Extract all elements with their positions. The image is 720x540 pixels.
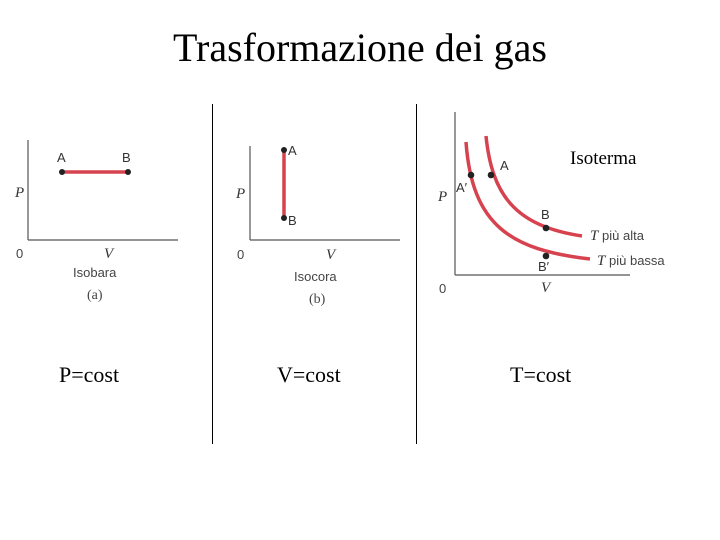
isothermal-point-b xyxy=(543,225,550,232)
isothermal-y-label: P xyxy=(438,189,448,205)
isothermal-label-a-prime: A′ xyxy=(456,180,468,195)
isochoric-sub: (b) xyxy=(309,292,326,307)
isochoric-x-label: V xyxy=(326,247,336,263)
caption-isothermal: T=cost xyxy=(510,362,572,387)
isothermal-curve-low-label: più bassa xyxy=(609,253,665,268)
isobaric-label-a: A xyxy=(57,150,66,165)
isochoric-diagram xyxy=(235,143,400,307)
isothermal-origin: 0 xyxy=(439,281,447,296)
isothermal-diagram xyxy=(437,112,665,296)
caption-isobaric: P=cost xyxy=(59,362,120,387)
isobaric-label-b: B xyxy=(122,150,131,165)
isobaric-x-label: V xyxy=(104,246,114,262)
isobaric-diagram xyxy=(14,140,178,303)
isothermal-x-label: V xyxy=(541,280,551,296)
isothermal-heading: Isoterma xyxy=(570,148,637,169)
isobaric-y-label: P xyxy=(15,185,25,201)
isothermal-point-a-prime xyxy=(468,172,475,179)
isochoric-origin: 0 xyxy=(237,247,245,262)
isothermal-label-a: A xyxy=(500,158,509,173)
isothermal-t-symbol-low: T xyxy=(597,253,606,269)
isothermal-label-b-prime: B′ xyxy=(538,259,550,274)
isothermal-point-a xyxy=(488,172,495,179)
isobaric-point-b xyxy=(125,169,131,175)
isochoric-label-a: A xyxy=(288,143,297,158)
isothermal-t-symbol-high: T xyxy=(590,228,599,244)
isochoric-point-b xyxy=(281,215,287,221)
isothermal-label-b: B xyxy=(541,207,550,222)
isochoric-point-a xyxy=(281,147,287,153)
isothermal-curve-high-label: più alta xyxy=(602,228,644,243)
isobaric-point-a xyxy=(59,169,65,175)
isothermal-curve-high xyxy=(486,136,582,236)
isochoric-label-b: B xyxy=(288,213,297,228)
isochoric-name: Isocora xyxy=(294,269,337,284)
slide-title: Trasformazione dei gas xyxy=(173,25,547,70)
isobaric-name: Isobara xyxy=(73,265,117,280)
caption-isochoric: V=cost xyxy=(277,362,341,387)
isochoric-y-label: P xyxy=(236,186,246,202)
isobaric-origin: 0 xyxy=(16,246,24,261)
isobaric-sub: (a) xyxy=(87,288,103,303)
